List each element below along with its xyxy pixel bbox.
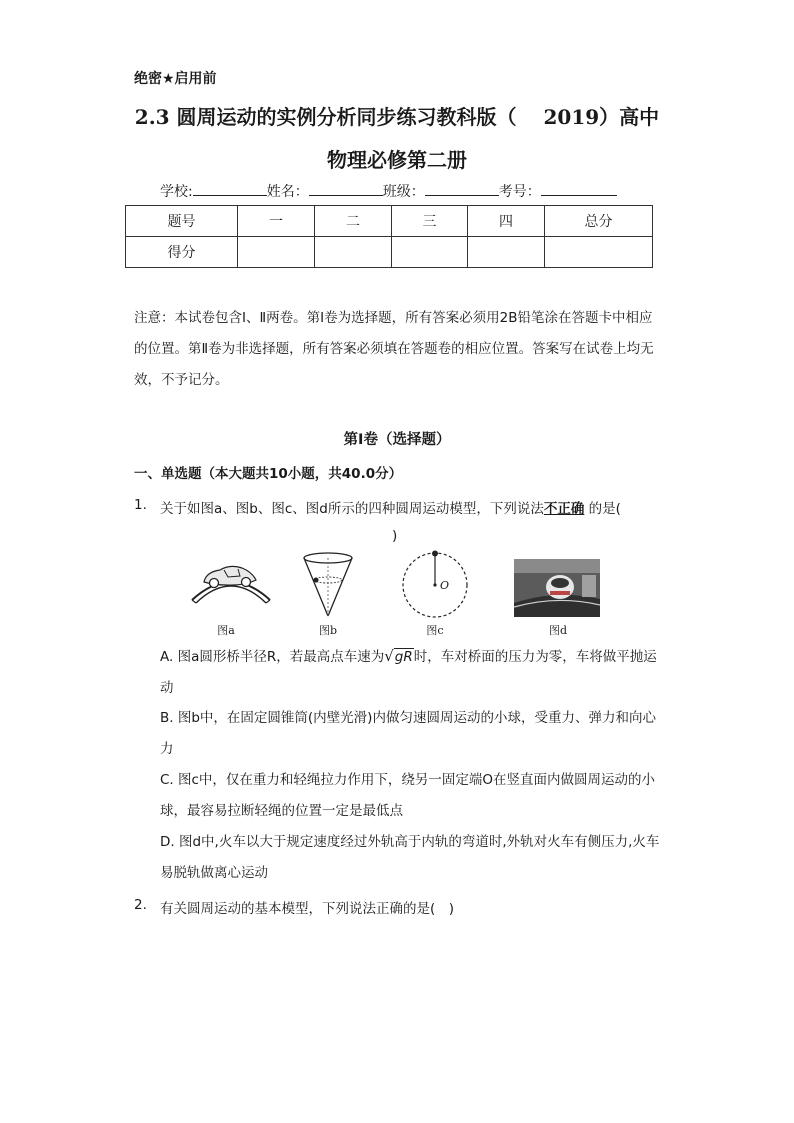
score-table-header-row bbox=[126, 206, 653, 237]
exam-notice: 注意：本试卷包含Ⅰ、Ⅱ两卷。第Ⅰ卷为选择题，所有答案必须用2B铅笔涂在答题卡中相应的位置。第Ⅱ卷为非选择题，所有答案必须填在答题卷的相应位置。答案写在试卷上均无效，不予记分。 bbox=[134, 310, 654, 388]
name-label: 姓名： bbox=[266, 184, 309, 200]
class-label: 班级： bbox=[382, 184, 425, 200]
figure-b-cone bbox=[300, 550, 356, 620]
figure-a-car-on-bridge bbox=[186, 556, 276, 606]
figure-c-point-label: O bbox=[440, 579, 450, 592]
question-1-emphasis: 不正确 bbox=[543, 501, 585, 517]
score-cell[interactable] bbox=[238, 237, 315, 268]
score-cell[interactable] bbox=[315, 237, 392, 268]
score-row-label: 得分 bbox=[126, 237, 238, 268]
score-header-cell: 三 bbox=[392, 206, 468, 237]
question-2-number: 2. bbox=[134, 897, 147, 913]
question-1-option-d[interactable]: D. 图d中,火车以大于规定速度经过外轨高于内轨的弯道时,外轨对火车有侧压力,火车易脱轨做离心运动 bbox=[160, 834, 660, 881]
score-cell[interactable] bbox=[545, 237, 653, 268]
option-a-text-end: 时，车对桥面的压力为零，车将做平抛运动 bbox=[160, 649, 657, 696]
figure-d-label: 图d bbox=[548, 624, 568, 637]
question-1-close-paren: ) bbox=[392, 528, 398, 544]
score-header-cell: 一 bbox=[238, 206, 315, 237]
score-table-score-row bbox=[126, 237, 653, 268]
question-1-stem bbox=[160, 497, 621, 517]
part-heading: 一、单选题（本大题共10小题，共40.0分） bbox=[134, 466, 403, 482]
figure-c-label: 图c bbox=[426, 624, 444, 637]
page-title-line1: 2.3 圆周运动的实例分析同步练习教科版（ 2019）高中 bbox=[134, 105, 660, 129]
figure-a-label: 图a bbox=[217, 624, 235, 637]
sqrt-radicand: gR bbox=[394, 649, 413, 665]
score-header-cell: 四 bbox=[468, 206, 545, 237]
page-title-line2: 物理必修第二册 bbox=[327, 148, 467, 172]
score-cell[interactable] bbox=[468, 237, 545, 268]
question-1-text: 关于如图a、图b、图c、图d所示的四种圆周运动模型，下列说法 bbox=[160, 501, 544, 517]
score-table bbox=[125, 205, 653, 268]
sqrt-expression: √gR bbox=[384, 647, 413, 665]
question-1-text-end: 的是( bbox=[584, 501, 621, 517]
option-a-text: A. 图a圆形桥半径R，若最高点车速为 bbox=[160, 649, 385, 665]
score-header-cell: 二 bbox=[315, 206, 392, 237]
question-1-option-c[interactable]: C. 图c中，仅在重力和轻绳拉力作用下，绕另一固定端O在竖直面内做圆周运动的小球，最容易拉断轻绳的位置一定是最低点 bbox=[160, 772, 656, 819]
question-1-option-a[interactable] bbox=[160, 641, 665, 704]
score-header-cell: 题号 bbox=[126, 206, 238, 237]
exam-number-label: 考号： bbox=[498, 184, 541, 200]
school-blank[interactable] bbox=[193, 183, 267, 196]
question-1-number: 1. bbox=[134, 497, 147, 513]
section-title: 第Ⅰ卷（选择题） bbox=[343, 432, 451, 448]
figure-b-label: 图b bbox=[318, 624, 338, 637]
score-header-cell: 总分 bbox=[545, 206, 653, 237]
class-blank[interactable] bbox=[425, 183, 499, 196]
school-label: 学校: bbox=[160, 184, 193, 200]
question-1-option-b[interactable]: B. 图b中，在固定圆锥筒(内壁光滑)内做匀速圆周运动的小球，受重力、弹力和向心力 bbox=[160, 710, 656, 757]
student-info-line bbox=[160, 181, 617, 201]
confidential-label: 绝密★启用前 bbox=[134, 71, 217, 87]
figure-d-train-photo bbox=[514, 559, 600, 617]
exam-number-blank[interactable] bbox=[541, 183, 617, 196]
score-cell[interactable] bbox=[392, 237, 468, 268]
question-2-stem: 有关圆周运动的基本模型，下列说法正确的是( ) bbox=[160, 901, 455, 917]
figure-c-vertical-circle bbox=[400, 548, 470, 622]
name-blank[interactable] bbox=[309, 183, 383, 196]
